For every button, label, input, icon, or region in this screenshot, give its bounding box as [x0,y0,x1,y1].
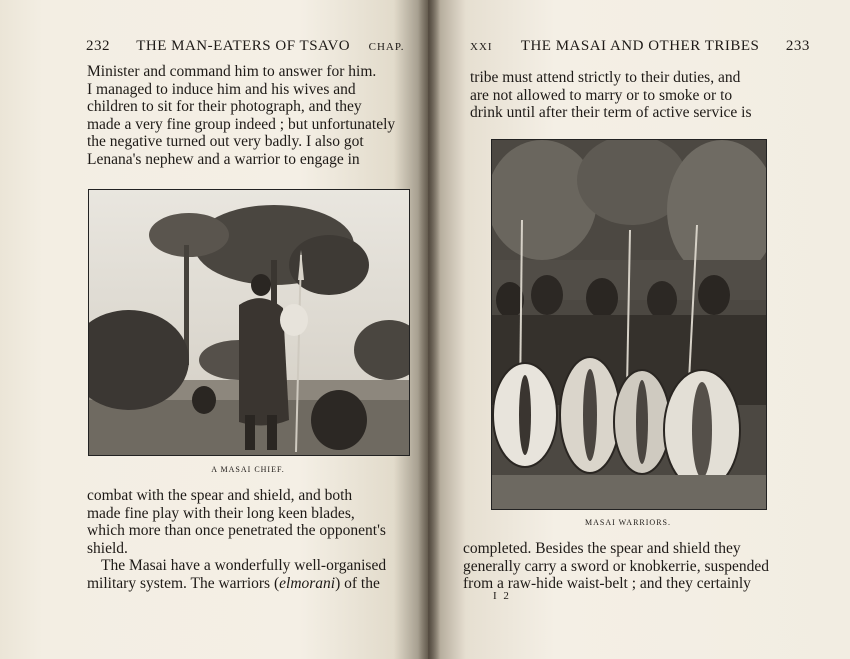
text-line: shield. [87,539,128,557]
masai-chief-photo [88,189,410,456]
text-line: drink until after their term of active service is [470,104,752,122]
right-page-number: 233 [785,38,810,54]
left-running-head [86,38,405,55]
text-line: the negative turned out very badly. I also got [87,133,364,151]
text-line: from a raw-hide waist-belt ; and they certainly [463,575,751,593]
text-line: which more than once penetrated the opponent's [87,522,386,540]
left-chapter-label: CHAP. [368,41,405,53]
text-line: made a very fine group indeed ; but unfortunately [87,115,396,133]
right-top-text [470,69,792,122]
text-line: are not allowed to marry or to smoke or to [470,86,733,104]
left-running-title: THE MAN-EATERS OF TSAVO [136,38,351,54]
text-line: Lenana's nephew and a warrior to engage in [87,150,360,168]
right-running-head [470,38,810,55]
left-top-text [87,63,409,169]
text-line: The Masai have a wonderfully well-organised [101,557,387,575]
text-line: combat with the spear and shield, and both [87,487,353,504]
italic-term: elmorani [279,574,336,592]
text-line: generally carry a sword or knobkerrie, suspended [463,557,770,575]
masai-chief-caption: A MASAI CHIEF. [211,465,285,474]
masai-warriors-photo [491,139,767,510]
left-bottom-text [87,487,409,593]
book-gutter [418,0,440,659]
right-running-title: THE MASAI AND OTHER TRIBES [520,38,760,54]
text-line: completed. Besides the spear and shield they [463,540,741,557]
right-bottom-text [463,540,785,593]
masai-warriors-image [492,140,766,509]
masai-warriors-caption: MASAI WARRIORS. [585,518,671,527]
text-line: children to sit for their photograph, and they [87,98,362,116]
right-chapter-label: XXI [470,41,493,53]
text-line: Minister and command him to answer for him. [87,63,377,80]
text-line: I managed to induce him and his wives and [87,80,356,98]
masai-chief-image [89,190,409,455]
text-line: tribe must attend strictly to their duties, and [470,69,741,86]
text-line: made fine play with their long keen blades, [87,504,355,522]
signature-mark: I 2 [493,590,511,602]
text-line: military system. The warriors (elmorani) of the [87,574,380,592]
right-page [428,0,850,659]
left-page-number: 232 [86,38,110,54]
